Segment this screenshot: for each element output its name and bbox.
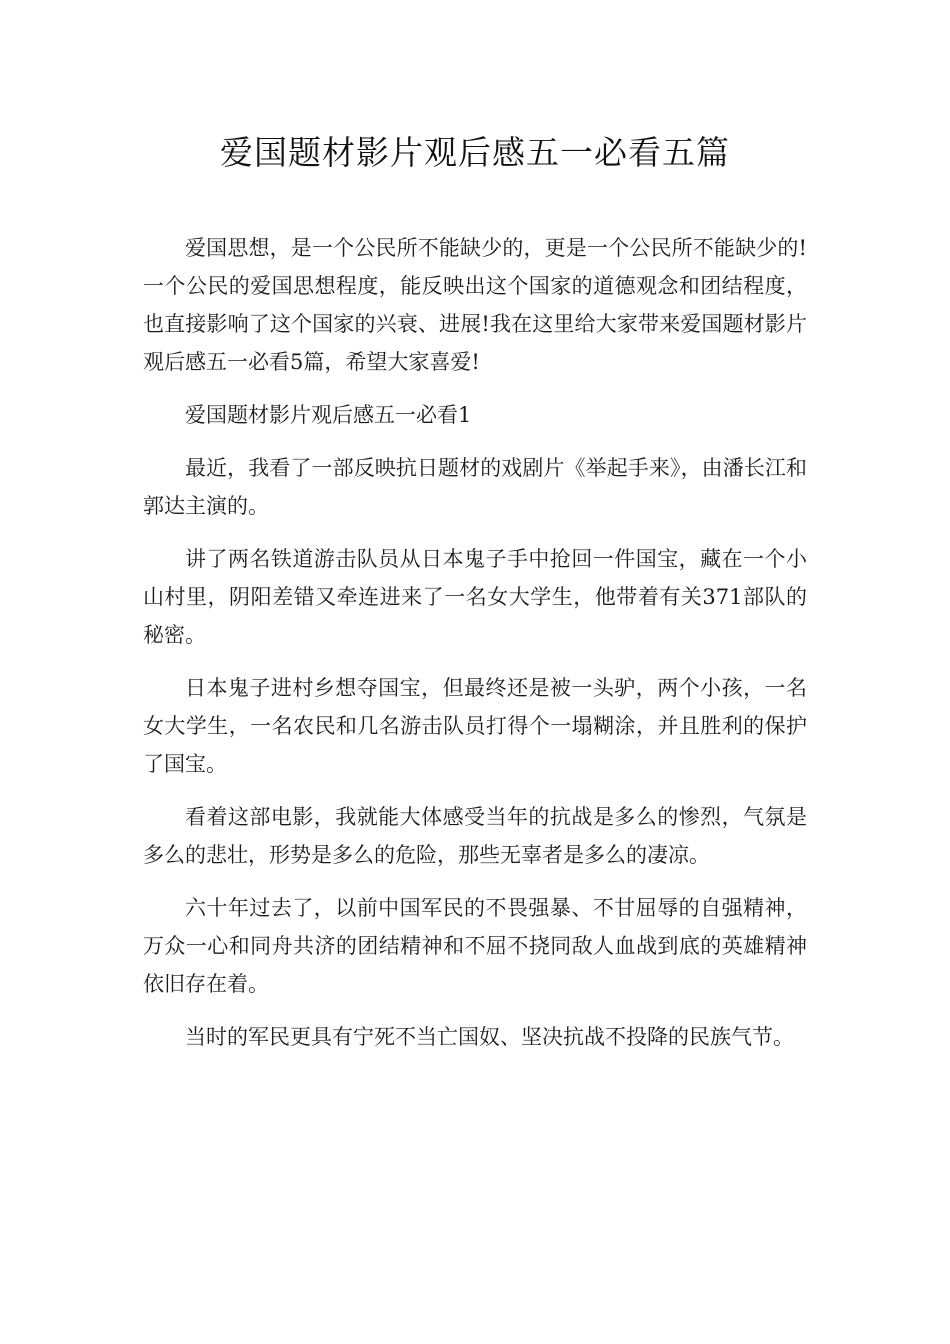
document-title: 爱国题材影片观后感五一必看五篇 <box>220 133 730 172</box>
paragraph: 最近，我看了一部反映抗日题材的戏剧片《举起手来》，由潘长江和郭达主演的。 <box>143 456 807 518</box>
paragraph-intro: 爱国思想，是一个公民所不能缺少的，更是一个公民所不能缺少的!一个公民的爱国思想程度，能反映出这个国家的道德观念和团结程度，也直接影响了这个国家的兴衰、进展!我在这里给大家带来爱国题材影片观后感五一必看5篇，希望大家喜爱! <box>143 236 807 374</box>
section-heading-1: 爱国题材影片观后感五一必看1 <box>185 403 472 427</box>
paragraph: 日本鬼子进村乡想夺国宝，但最终还是被一头驴，两个小孩，一名女大学生，一名农民和几名游击队员打得个一塌糊涂，并且胜利的保护了国宝。 <box>143 676 807 776</box>
paragraph: 讲了两名铁道游击队员从日本鬼子手中抢回一件国宝，藏在一个小山村里，阴阳差错又牵连进来了一名女大学生，他带着有关371部队的秘密。 <box>143 547 807 647</box>
paragraph: 当时的军民更具有宁死不当亡国奴、坚决抗战不投降的民族气节。 <box>185 1025 794 1049</box>
document-body <box>143 229 807 1056</box>
paragraph: 六十年过去了，以前中国军民的不畏强暴、不甘屈辱的自强精神，万众一心和同舟共济的团结精神和不屈不挠同敌人血战到底的英雄精神依旧存在着。 <box>143 896 807 996</box>
paragraph: 看着这部电影，我就能大体感受当年的抗战是多么的惨烈，气氛是多么的悲壮，形势是多么的危险，那些无辜者是多么的凄凉。 <box>143 805 807 867</box>
